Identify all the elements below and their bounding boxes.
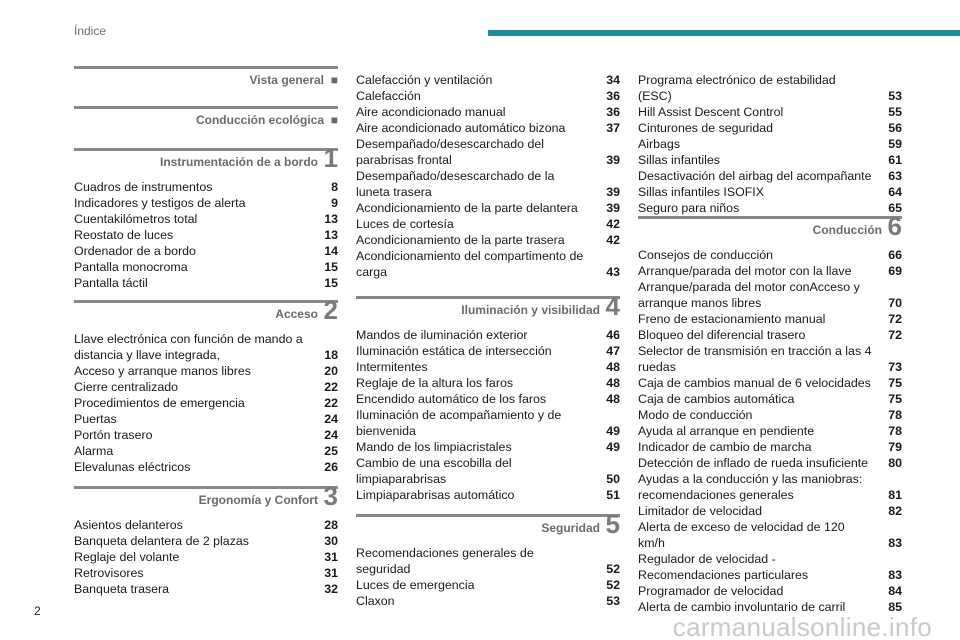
section-bullet: ■ xyxy=(330,73,338,87)
toc-entry-page: 81 xyxy=(888,488,902,502)
toc-entry-label: Mando de los limpiacristales xyxy=(356,440,512,454)
toc-entry-page: 22 xyxy=(324,380,338,394)
toc-entry-label: Acondicionamiento de la parte delantera xyxy=(356,201,578,215)
toc-entry-page: 15 xyxy=(324,260,338,274)
toc-entry-label: Modo de conducción xyxy=(638,408,753,422)
section-5 xyxy=(356,509,620,609)
toc-entry[interactable] xyxy=(638,120,902,136)
toc-entry[interactable] xyxy=(638,104,902,120)
toc-entry-label: Puertas xyxy=(74,412,117,426)
toc-entry-label: Regulador de velocidad - Recomendaciones particulares xyxy=(638,552,809,582)
section-number: 5 xyxy=(605,509,620,539)
toc-entry-page: 39 xyxy=(606,185,620,199)
toc-entry-label: Ayudas a la conducción y las maniobras: recomendaciones generales xyxy=(638,472,863,502)
toc-entry-label: Cierre centralizado xyxy=(74,380,178,394)
toc-entry-label: Airbags xyxy=(638,137,681,151)
toc-entry-page: 48 xyxy=(606,376,620,390)
toc-entry-page: 72 xyxy=(888,312,902,326)
toc-entry-page: 49 xyxy=(606,440,620,454)
toc-entry[interactable] xyxy=(74,195,338,211)
toc-entry-page: 53 xyxy=(888,89,902,103)
toc-entry-page: 80 xyxy=(888,456,902,470)
toc-entry-label: Intermitentes xyxy=(356,360,428,374)
toc-entry-page: 8 xyxy=(331,180,338,194)
toc-entry-page: 49 xyxy=(606,424,620,438)
toc-entry-page: 83 xyxy=(888,536,902,550)
toc-entry-page: 65 xyxy=(888,201,902,215)
toc-entry-label: Sillas infantiles xyxy=(638,153,720,167)
toc-entry-label: Banqueta delantera de 2 plazas xyxy=(74,534,249,548)
toc-entry[interactable] xyxy=(638,311,902,327)
section-title[interactable]: Seguridad xyxy=(541,521,600,535)
toc-entry-page: 47 xyxy=(606,344,620,358)
header-accent-bar xyxy=(488,30,960,36)
toc-entry-label: Sillas infantiles ISOFIX xyxy=(638,185,765,199)
toc-entry-page: 26 xyxy=(324,460,338,474)
toc-entry-page: 48 xyxy=(606,392,620,406)
toc-entry-label: Retrovisores xyxy=(74,566,144,580)
toc-entry[interactable] xyxy=(638,343,902,375)
section-3-continued xyxy=(356,68,620,280)
section-number: 4 xyxy=(605,291,620,321)
toc-entry[interactable] xyxy=(638,136,902,152)
toc-entry[interactable] xyxy=(74,275,338,291)
toc-entry-label: Alarma xyxy=(74,444,114,458)
toc-entry[interactable] xyxy=(74,411,338,427)
toc-entry-label: Indicadores y testigos de alerta xyxy=(74,196,246,210)
toc-entry-page: 15 xyxy=(324,276,338,290)
toc-entry-label: Indicador de cambio de marcha xyxy=(638,440,812,454)
toc-entry-page: 70 xyxy=(888,296,902,310)
toc-entry-label: Aire acondicionado automático bizona xyxy=(356,121,566,135)
toc-entry-label: Seguro para niños xyxy=(638,201,740,215)
toc-entry[interactable] xyxy=(638,72,902,104)
section-6 xyxy=(638,211,902,615)
toc-entry[interactable] xyxy=(356,72,620,88)
section-vista-general xyxy=(74,66,338,93)
toc-entry[interactable] xyxy=(356,343,620,359)
toc-entry-label: Desempañado/desescarchado del parabrisas frontal xyxy=(356,137,545,167)
toc-entry-page: 25 xyxy=(324,444,338,458)
toc-entry-label: Cambio de una escobilla del limpiaparabrisas xyxy=(356,456,512,486)
toc-entry-page: 9 xyxy=(331,196,338,210)
section-4 xyxy=(356,291,620,503)
toc-entry-page: 39 xyxy=(606,153,620,167)
toc-entry-label: Detección de inflado de rueda insuficiente xyxy=(638,456,869,470)
toc-entry[interactable] xyxy=(74,179,338,195)
toc-entry-label: Caja de cambios manual de 6 velocidades xyxy=(638,376,871,390)
toc-entry-page: 69 xyxy=(888,264,902,278)
toc-entry-label: Alerta de cambio involuntario de carril xyxy=(638,600,846,614)
toc-entry[interactable] xyxy=(74,565,338,581)
toc-entry-label: Cinturones de seguridad xyxy=(638,121,774,135)
toc-entry-page: 43 xyxy=(606,265,620,279)
section-title[interactable]: Conducción xyxy=(812,223,882,237)
toc-entry-label: Freno de estacionamiento manual xyxy=(638,312,826,326)
toc-entry[interactable] xyxy=(74,227,338,243)
toc-entry-label: Bloqueo del diferencial trasero xyxy=(638,328,806,342)
toc-entry-page: 22 xyxy=(324,396,338,410)
section-1 xyxy=(74,143,338,291)
toc-entry[interactable] xyxy=(356,391,620,407)
toc-entry-label: Acondicionamiento de la parte trasera xyxy=(356,233,565,247)
toc-entry[interactable] xyxy=(74,581,338,597)
toc-entry[interactable] xyxy=(74,517,338,533)
toc-entry[interactable] xyxy=(356,407,620,439)
toc-entry-label: Asientos delanteros xyxy=(74,518,183,532)
toc-entry-page: 20 xyxy=(324,364,338,378)
section-number: 1 xyxy=(323,143,338,173)
toc-entry[interactable] xyxy=(74,243,338,259)
toc-entry-label: Selector de transmisión en tracción a las 4 ruedas xyxy=(638,344,872,374)
toc-entry-page: 52 xyxy=(606,562,620,576)
toc-entry-label: Ordenador de a bordo xyxy=(74,244,196,258)
toc-entry-label: Reglaje de la altura los faros xyxy=(356,376,514,390)
toc-entry[interactable] xyxy=(638,168,902,184)
toc-entry-page: 73 xyxy=(888,360,902,374)
toc-entry[interactable] xyxy=(74,259,338,275)
section-5-continued xyxy=(638,68,902,216)
toc-entry-page: 66 xyxy=(888,248,902,262)
toc-entry-label: Caja de cambios automática xyxy=(638,392,795,406)
toc-entry-label: Pantalla táctil xyxy=(74,276,148,290)
toc-entry-page: 36 xyxy=(606,89,620,103)
toc-entry-label: Encendido automático de los faros xyxy=(356,392,547,406)
toc-entry-page: 28 xyxy=(324,518,338,532)
toc-entry-page: 34 xyxy=(606,73,620,87)
toc-entry[interactable] xyxy=(74,211,338,227)
toc-entry-page: 32 xyxy=(324,582,338,596)
toc-entry[interactable] xyxy=(638,263,902,279)
toc-entry[interactable] xyxy=(638,279,902,311)
toc-entry-label: Acondicionamiento del compartimento de carga xyxy=(356,249,584,279)
toc-entry-page: 52 xyxy=(606,578,620,592)
toc-entry[interactable] xyxy=(356,327,620,343)
toc-entry-page: 31 xyxy=(324,550,338,564)
toc-entry-label: Desempañado/desescarchado de la luneta trasera xyxy=(356,169,555,199)
section-title[interactable]: Vista general xyxy=(249,73,324,87)
toc-entry[interactable] xyxy=(638,184,902,200)
toc-entry[interactable] xyxy=(74,427,338,443)
toc-entry-page: 37 xyxy=(606,121,620,135)
section-2 xyxy=(74,295,338,475)
toc-entry-page: 24 xyxy=(324,412,338,426)
toc-entry-label: Calefacción y ventilación xyxy=(356,73,493,87)
toc-entry[interactable] xyxy=(74,533,338,549)
toc-entry-label: Pantalla monocroma xyxy=(74,260,188,274)
toc-entry-label: Recomendaciones generales de seguridad xyxy=(356,546,534,576)
toc-entry[interactable] xyxy=(74,443,338,459)
toc-entry-page: 14 xyxy=(324,244,338,258)
toc-entry-label: Claxon xyxy=(356,594,395,608)
toc-entry[interactable] xyxy=(356,439,620,455)
toc-entry[interactable] xyxy=(74,363,338,379)
toc-entry-label: Ayuda al arranque en pendiente xyxy=(638,424,815,438)
toc-entry[interactable] xyxy=(638,423,902,439)
toc-entry-page: 30 xyxy=(324,534,338,548)
toc-entry-label: Reostato de luces xyxy=(74,228,174,242)
section-3 xyxy=(74,481,338,597)
toc-entry-label: Reglaje del volante xyxy=(74,550,180,564)
toc-entry-page: 18 xyxy=(324,348,338,362)
toc-entry-label: Arranque/parada del motor con la llave xyxy=(638,264,852,278)
toc-entry-page: 39 xyxy=(606,201,620,215)
toc-entry[interactable] xyxy=(638,247,902,263)
toc-entry[interactable] xyxy=(638,200,902,216)
toc-entry-page: 51 xyxy=(606,488,620,502)
toc-entry-label: Portón trasero xyxy=(74,428,153,442)
toc-entry-page: 31 xyxy=(324,566,338,580)
toc-entry[interactable] xyxy=(356,232,620,248)
toc-entry[interactable] xyxy=(74,331,338,363)
toc-entry-page: 84 xyxy=(888,584,902,598)
section-title[interactable]: Ergonomía y Confort xyxy=(198,493,318,507)
toc-entry-page: 75 xyxy=(888,392,902,406)
toc-entry[interactable] xyxy=(638,407,902,423)
toc-entry-page: 55 xyxy=(888,105,902,119)
toc-entry-page: 85 xyxy=(888,600,902,614)
toc-entry[interactable] xyxy=(356,120,620,136)
toc-entry[interactable] xyxy=(356,216,620,232)
section-number: 3 xyxy=(323,481,338,511)
toc-entry-page: 36 xyxy=(606,105,620,119)
section-title[interactable]: Acceso xyxy=(275,307,318,321)
toc-entry-label: Consejos de conducción xyxy=(638,248,774,262)
toc-entry-page: 59 xyxy=(888,137,902,151)
toc-entry-label: Limpiaparabrisas automático xyxy=(356,488,515,502)
section-conduccion-ecologica xyxy=(74,106,338,133)
toc-entry-page: 82 xyxy=(888,504,902,518)
toc-entry[interactable] xyxy=(74,395,338,411)
toc-entry-label: Hill Assist Descent Control xyxy=(638,105,784,119)
toc-entry-page: 53 xyxy=(606,594,620,608)
toc-entry[interactable] xyxy=(74,459,338,475)
toc-entry-page: 72 xyxy=(888,328,902,342)
toc-entry-page: 61 xyxy=(888,153,902,167)
toc-entry[interactable] xyxy=(74,549,338,565)
toc-entry-page: 13 xyxy=(324,228,338,242)
toc-entry[interactable] xyxy=(356,168,620,200)
toc-entry[interactable] xyxy=(638,391,902,407)
toc-entry-page: 24 xyxy=(324,428,338,442)
toc-entry[interactable] xyxy=(356,545,620,577)
toc-entry[interactable] xyxy=(638,455,902,471)
toc-entry-label: Programa electrónico de estabilidad (ESC) xyxy=(638,73,836,103)
toc-entry[interactable] xyxy=(356,593,620,609)
toc-entry[interactable] xyxy=(356,359,620,375)
toc-entry-page: 46 xyxy=(606,328,620,342)
toc-entry-page: 83 xyxy=(888,568,902,582)
toc-entry-label: Desactivación del airbag del acompañante xyxy=(638,169,872,183)
toc-entry-label: Procedimientos de emergencia xyxy=(74,396,245,410)
watermark: carmanualsonline.info xyxy=(672,612,932,640)
toc-entry[interactable] xyxy=(356,375,620,391)
toc-entry-label: Alerta de exceso de velocidad de 120 km/h xyxy=(638,520,845,550)
toc-entry[interactable] xyxy=(638,519,902,551)
toc-entry-page: 63 xyxy=(888,169,902,183)
toc-entry-label: Iluminación estática de intersección xyxy=(356,344,552,358)
toc-entry-label: Luces de cortesía xyxy=(356,217,454,231)
toc-entry[interactable] xyxy=(638,583,902,599)
toc-entry-label: Llave electrónica con función de mando a distancia y llave integrada, xyxy=(74,332,303,362)
toc-entry[interactable] xyxy=(638,471,902,503)
toc-entry[interactable] xyxy=(638,503,902,519)
page-header-title: Índice xyxy=(74,24,107,38)
toc-entry-page: 42 xyxy=(606,217,620,231)
toc-entry-page: 48 xyxy=(606,360,620,374)
toc-entry[interactable] xyxy=(356,136,620,168)
section-title[interactable]: Conducción ecológica xyxy=(195,113,324,127)
section-title[interactable]: Instrumentación de a bordo xyxy=(159,155,318,169)
toc-entry-label: Elevalunas eléctricos xyxy=(74,460,191,474)
toc-entry-label: Cuadros de instrumentos xyxy=(74,180,213,194)
toc-entry[interactable] xyxy=(638,439,902,455)
toc-entry-label: Banqueta trasera xyxy=(74,582,170,596)
toc-entry[interactable] xyxy=(74,379,338,395)
toc-entry[interactable] xyxy=(356,577,620,593)
toc-entry-page: 78 xyxy=(888,424,902,438)
toc-entry-label: Aire acondicionado manual xyxy=(356,105,506,119)
toc-entry[interactable] xyxy=(356,455,620,487)
toc-entry[interactable] xyxy=(356,487,620,503)
toc-entry-label: Mandos de iluminación exterior xyxy=(356,328,528,342)
toc-entry-page: 79 xyxy=(888,440,902,454)
toc-entry-label: Programador de velocidad xyxy=(638,584,784,598)
toc-entry[interactable] xyxy=(356,88,620,104)
toc-entry[interactable] xyxy=(638,327,902,343)
toc-entry-page: 64 xyxy=(888,185,902,199)
section-bullet: ■ xyxy=(330,113,338,127)
toc-entry[interactable] xyxy=(356,104,620,120)
toc-entry-page: 42 xyxy=(606,233,620,247)
toc-entry-label: Calefacción xyxy=(356,89,421,103)
toc-entry[interactable] xyxy=(638,152,902,168)
toc-entry-label: Limitador de velocidad xyxy=(638,504,762,518)
section-number: 2 xyxy=(323,295,338,325)
section-title[interactable]: Iluminación y visibilidad xyxy=(461,303,600,317)
toc-entry-label: Iluminación de acompañamiento y de bienvenida xyxy=(356,408,562,438)
toc-entry-label: Arranque/parada del motor conAcceso y arranque manos libres xyxy=(638,280,860,310)
toc-entry[interactable] xyxy=(356,248,620,280)
toc-entry-label: Cuentakilómetros total xyxy=(74,212,198,226)
toc-entry-page: 13 xyxy=(324,212,338,226)
toc-entry[interactable] xyxy=(638,375,902,391)
toc-entry-page: 78 xyxy=(888,408,902,422)
toc-entry-label: Acceso y arranque manos libres xyxy=(74,364,251,378)
toc-entry-page: 50 xyxy=(606,472,620,486)
page-number: 2 xyxy=(34,604,41,618)
toc-entry[interactable] xyxy=(356,200,620,216)
toc-entry-label: Luces de emergencia xyxy=(356,578,475,592)
toc-entry-page: 75 xyxy=(888,376,902,390)
toc-entry[interactable] xyxy=(638,551,902,583)
toc-entry-page: 56 xyxy=(888,121,902,135)
section-number: 6 xyxy=(887,211,902,241)
